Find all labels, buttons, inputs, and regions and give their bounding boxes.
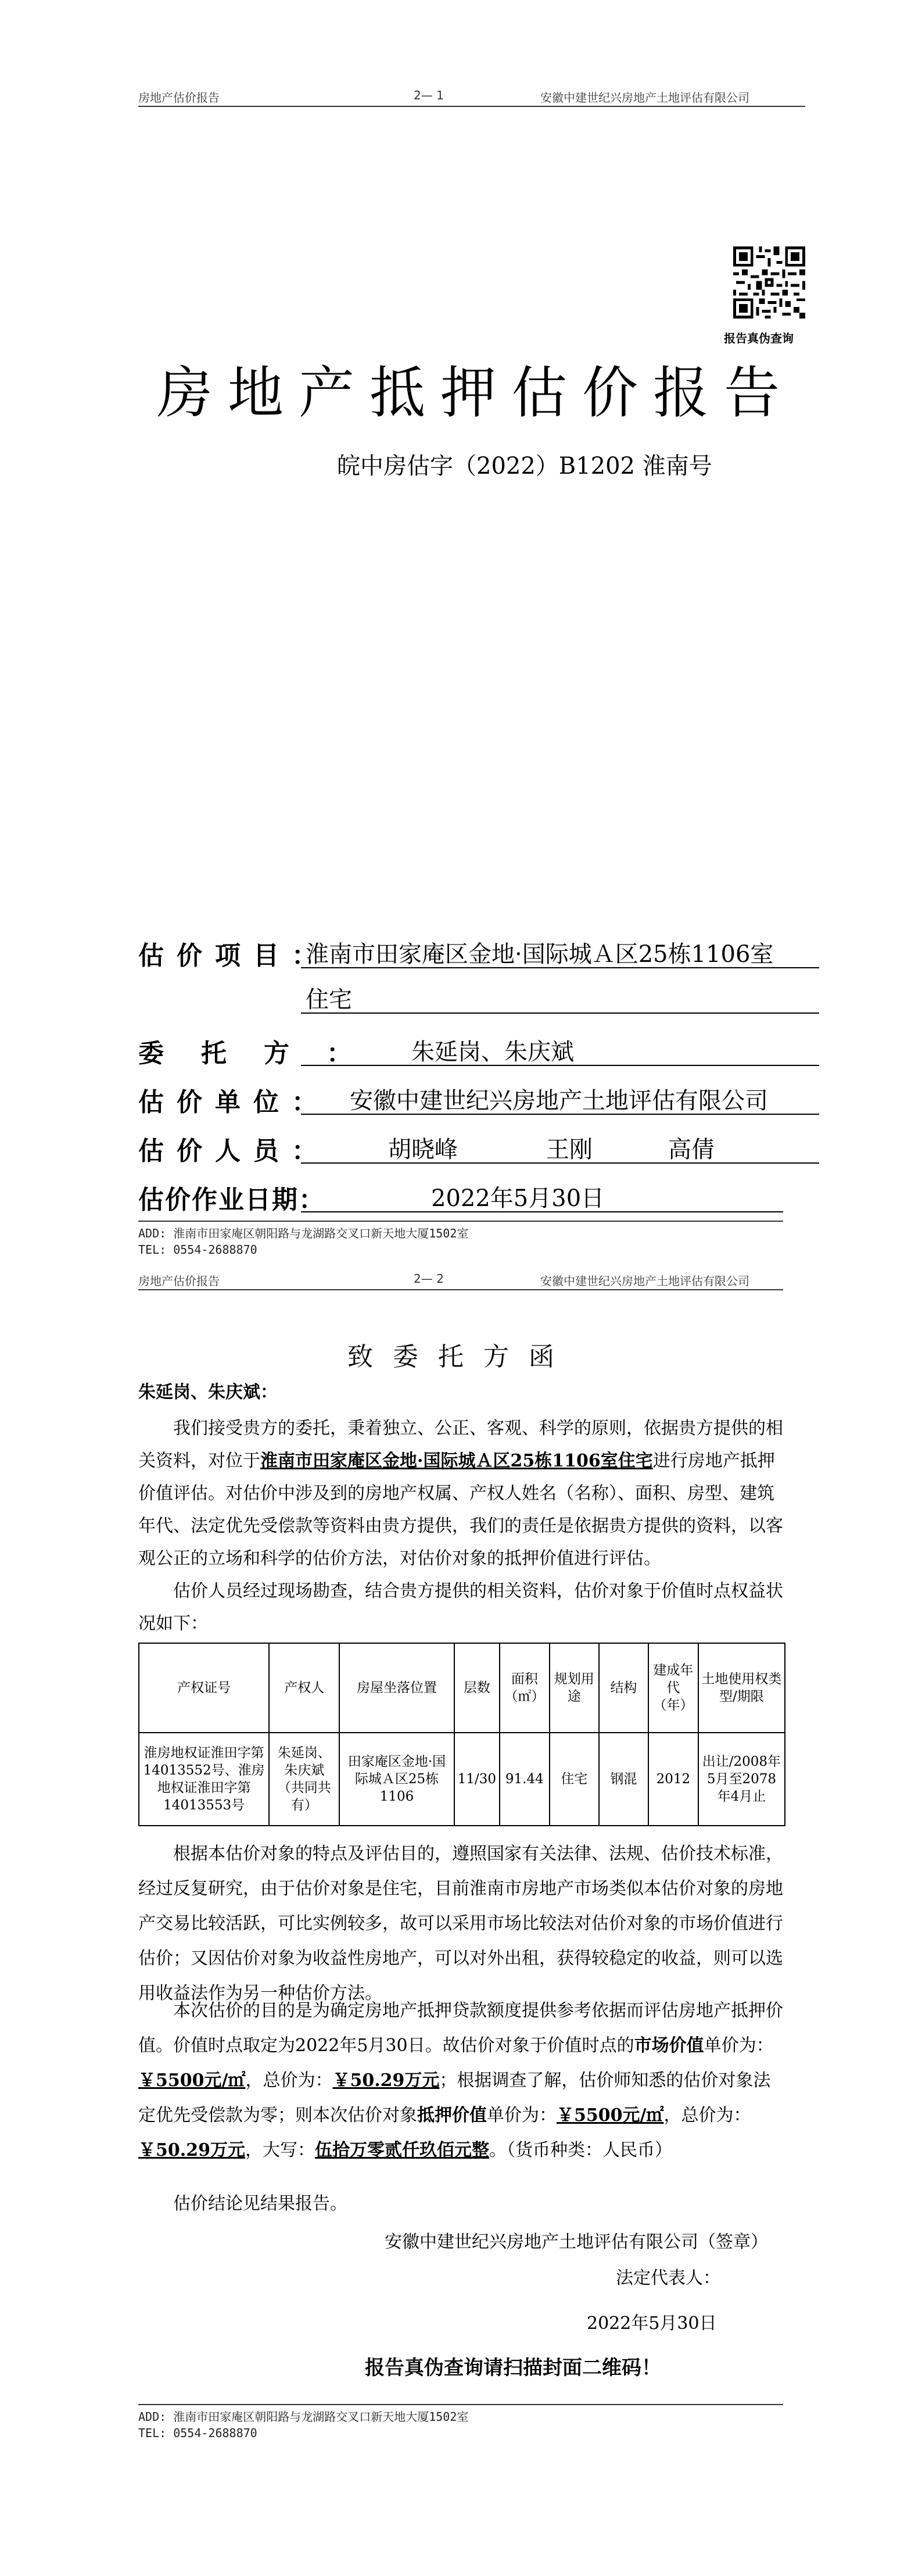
mortgage-value-label: 抵押价值 xyxy=(417,2105,487,2126)
footer-rule xyxy=(138,1221,783,1222)
footer-tel: TEL: 0554-2688870 xyxy=(138,2426,257,2440)
letter-title: 致委托方函 xyxy=(347,1342,574,1372)
p4-text-k: ，总价为： xyxy=(663,2105,751,2126)
client-underline xyxy=(301,1065,819,1066)
running-header-left: 房地产估价报告 xyxy=(138,1274,220,1288)
project-value-cont: 住宅 xyxy=(306,986,352,1013)
cell-floors: 11/30 xyxy=(454,1733,500,1826)
qr-caption: 报告真伪查询 xyxy=(724,331,794,345)
market-unit-price: ￥5500元/㎡ xyxy=(138,2070,246,2091)
col-header: 结构 xyxy=(599,1643,648,1733)
p4-text-g: ；根据调查了解，估价师知悉的估价对象法定优先受偿款为零；则本次估价对象 xyxy=(138,2070,771,2126)
header-rule xyxy=(138,106,805,107)
p4-text-a: 本次估价的目的是为确定房地产抵押贷款额度提供参考依据而评估房地产抵押价值。价值时点取定为2022年5月30日。故估价对象于价值时点的 xyxy=(138,2001,783,2056)
unit-label: 估价单位： xyxy=(138,1087,330,1117)
col-header: 土地使用权类型/期限 xyxy=(698,1643,785,1733)
project-label: 估价项目： xyxy=(138,941,330,971)
p4-text-e: ，总价为： xyxy=(245,2070,333,2091)
signature-date: 2022年5月30日 xyxy=(587,2313,717,2334)
col-header: 建成年代（年） xyxy=(648,1643,698,1733)
p4-text-i: 单价为： xyxy=(487,2105,557,2126)
col-header: 面积（㎡） xyxy=(500,1643,550,1733)
property-address: 淮南市田家庵区金地·国际城Ａ区25栋1106室住宅 xyxy=(260,1451,653,1471)
mortgage-unit-price: ￥5500元/㎡ xyxy=(557,2105,664,2126)
report-number: 皖中房估字（2022）B1202 淮南号 xyxy=(337,453,712,480)
market-total-price: ￥50.29万元 xyxy=(332,2070,440,2091)
p1-text-c: 进行房地产抵押价值评估。对估价中涉及到的房地产权属、产权人姓名（名称）、面积、房型、建筑年代、法定优先受偿款等资料由贵方提供，我们的责任是依据贵方提供的资料，以客观公正的立场和科学的估价方法，对估价对象的抵押价值进行评估。 xyxy=(138,1451,783,1569)
col-header: 规划用途 xyxy=(550,1643,599,1733)
signature-company: 安徽中建世纪兴房地产土地评估有限公司（签章） xyxy=(385,2232,768,2252)
date-value: 2022年5月30日 xyxy=(431,1185,605,1212)
date-label: 估价作业日期： xyxy=(138,1185,325,1215)
salutation: 朱延岗、朱庆斌： xyxy=(138,1382,278,1403)
p4-text-o: 。（货币种类：人民币） xyxy=(489,2140,672,2160)
header-rule xyxy=(138,1289,783,1290)
verification-note: 报告真伪查询请扫描封面二维码！ xyxy=(365,2356,661,2380)
market-value-label: 市场价值 xyxy=(634,2035,704,2056)
cell-structure: 钢混 xyxy=(599,1733,648,1826)
running-header-right: 安徽中建世纪兴房地产土地评估有限公司 xyxy=(540,1274,749,1288)
footer-address: ADD: 淮南市田家庵区朝阳路与龙湖路交叉口新天地大厦1502室 xyxy=(138,2410,469,2424)
col-header: 层数 xyxy=(454,1643,500,1733)
client-value: 朱延岗、朱庆斌 xyxy=(411,1039,574,1065)
p4-text-c: 单价为： xyxy=(704,2035,774,2056)
mortgage-total-price: ￥50.29万元 xyxy=(138,2140,245,2160)
client-label: 委托方： xyxy=(138,1039,389,1068)
legal-representative: 法定代表人： xyxy=(616,2268,720,2288)
project-underline xyxy=(301,967,819,968)
col-header: 产权证号 xyxy=(139,1643,269,1733)
appraiser-2: 王刚 xyxy=(546,1136,593,1163)
page-number: 2— 1 xyxy=(414,88,444,102)
appraisers-label: 估价人员： xyxy=(138,1136,330,1166)
unit-underline xyxy=(301,1114,819,1115)
p4-text-m: ，大写： xyxy=(245,2140,315,2160)
footer-address: ADD: 淮南市田家庵区朝阳路与龙湖路交叉口新天地大厦1502室 xyxy=(138,1226,469,1240)
table-row xyxy=(139,1733,785,1826)
page-number: 2— 2 xyxy=(414,1272,444,1286)
cell-year: 2012 xyxy=(648,1733,698,1826)
project-value: 淮南市田家庵区金地·国际城Ａ区25栋1106室 xyxy=(306,941,774,968)
cell-land-right: 出让/2008年5月至2078年4月止 xyxy=(698,1733,785,1826)
date-underline xyxy=(301,1211,783,1212)
cell-location: 田家庵区金地·国际城Ａ区25栋1106 xyxy=(339,1733,454,1826)
paragraph-intro xyxy=(138,1412,783,1575)
footer-tel: TEL: 0554-2688870 xyxy=(138,1243,257,1257)
unit-value: 安徽中建世纪兴房地产土地评估有限公司 xyxy=(350,1087,768,1114)
appraiser-3: 高倩 xyxy=(668,1136,715,1163)
property-table xyxy=(138,1643,785,1826)
paragraph-valuation xyxy=(138,1994,783,2168)
appraiser-1: 胡晓峰 xyxy=(388,1136,458,1163)
running-header-left: 房地产估价报告 xyxy=(138,91,220,105)
table-header-row xyxy=(139,1643,785,1733)
project-underline-2 xyxy=(301,1012,819,1014)
cell-use: 住宅 xyxy=(550,1733,599,1826)
cell-area: 91.44 xyxy=(500,1733,550,1826)
paragraph-survey: 估价人员经过现场勘查，结合贵方提供的相关资料，估价对象于价值时点权益状况如下： xyxy=(138,1581,783,1634)
qr-code-icon xyxy=(733,246,805,319)
col-header: 产权人 xyxy=(269,1643,339,1733)
p1-text-a: 我们接受贵方的委托，秉着独立、公正、客观、科学的原则，依据贵方提供的相关资料，对位于 xyxy=(138,1418,783,1471)
col-header: 房屋坐落位置 xyxy=(339,1643,454,1733)
report-title: 房地产抵押估价报告 xyxy=(157,360,795,425)
cell-cert: 淮房地权证淮田字第14013552号、淮房地权证淮田字第14013553号 xyxy=(139,1733,269,1826)
appraisers-underline xyxy=(301,1162,819,1164)
cell-owner: 朱延岗、朱庆斌（共同共有） xyxy=(269,1733,339,1826)
footer-rule xyxy=(138,2404,783,2405)
paragraph-methodology: 根据本估价对象的特点及评估目的，遵照国家有关法律、法规、估价技术标准，经过反复研究，由于估价对象是住宅，目前淮南市房地产市场类似本估价对象的房地产交易比较活跃，可比实例较多，故可以采用市场比较法对估价对象的市场价值进行估价；又因估价对象为收益性房地产，可以对外出租，获得较稳定的收益，则可以选用收益法作为另一种估价方法。 xyxy=(138,1844,783,2003)
amount-in-words: 伍拾万零贰仟玖佰元整 xyxy=(314,2140,489,2160)
running-header-right: 安徽中建世纪兴房地产土地评估有限公司 xyxy=(540,91,749,105)
paragraph-conclusion: 估价结论见结果报告。 xyxy=(173,2194,347,2214)
